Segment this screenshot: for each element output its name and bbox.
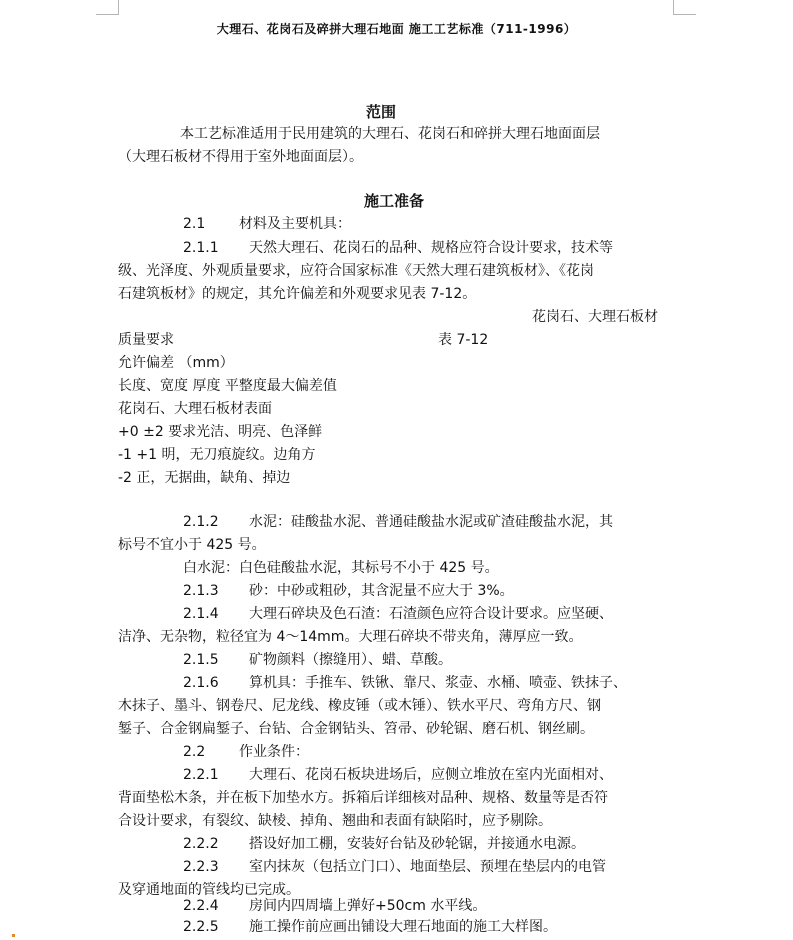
clause-2-2-3 bbox=[183, 858, 606, 876]
clause-2-1-2 bbox=[183, 513, 613, 531]
clause-text: 房间内四周墙上弹好+50cm 水平线。 bbox=[249, 898, 487, 914]
clause-text: 算机具：手推车、铁锹、靠尺、浆壶、水桶、喷壶、铁抹子、 bbox=[249, 675, 627, 691]
clause-text: 矿物颜料（擦缝用）、蜡、草酸。 bbox=[249, 652, 452, 668]
clause-number: 2.2.1 bbox=[183, 767, 219, 783]
clause-number: 2.2.4 bbox=[183, 898, 219, 914]
clause-2-1-1 bbox=[183, 239, 613, 257]
clause-text: 大理石、花岗石板块进场后，应侧立堆放在室内光面相对、 bbox=[249, 767, 613, 783]
clause-text: 天然大理石、花岗石的品种、规格应符合设计要求，技术等 bbox=[249, 240, 613, 256]
clause-text: 室内抹灰（包括立门口）、地面垫层、预埋在垫层内的电管 bbox=[249, 859, 606, 875]
table-caption-right: 花岗石、大理石板材 bbox=[532, 309, 658, 325]
clause-2-1-3 bbox=[183, 582, 514, 600]
table-number: 表 7-12 bbox=[438, 332, 489, 348]
clause-2-2-1 bbox=[183, 766, 613, 784]
section-title-scope: 范围 bbox=[366, 103, 397, 121]
clause-2-1-4-line-2: 洁净、无杂物，粒径宜为 4～14mm。大理石碎块不带夹角，薄厚应一致。 bbox=[118, 629, 583, 645]
clause-text: 材料及主要机具： bbox=[239, 216, 351, 232]
clause-number: 2.1.2 bbox=[183, 514, 219, 530]
clause-2-2-1-line-3: 合设计要求，有裂纹、缺棱、掉角、翘曲和表面有缺陷时，应予剔除。 bbox=[118, 813, 552, 829]
crop-mark-top-left bbox=[96, 0, 119, 15]
scope-line-1: 本工艺标准适用于民用建筑的大理石、花岗石和碎拼大理石地面面层 bbox=[180, 126, 600, 142]
clause-2-1-4 bbox=[183, 605, 613, 623]
clause-text: 作业条件： bbox=[239, 744, 309, 760]
table-allowance-label: 允许偏差 （mm） bbox=[118, 355, 234, 371]
clause-2-2-5 bbox=[183, 918, 557, 936]
clause-text: 大理石碎块及色石渣：石渣颜色应符合设计要求。应坚硬、 bbox=[249, 606, 613, 622]
clause-2-1-6 bbox=[183, 674, 627, 692]
clause-number: 2.1 bbox=[183, 216, 206, 232]
clause-2-2 bbox=[183, 743, 309, 761]
clause-2-2-1-line-2: 背面垫松木条，并在板下加垫水方。拆箱后详细核对品种、规格、数量等是否符 bbox=[118, 790, 608, 806]
clause-2-1 bbox=[183, 215, 351, 233]
clause-number: 2.2.3 bbox=[183, 859, 219, 875]
clause-number: 2.1.3 bbox=[183, 583, 219, 599]
clause-text: 施工操作前应画出铺设大理石地面的施工大样图。 bbox=[249, 919, 557, 935]
clause-2-1-2-line-3: 白水泥：白色硅酸盐水泥，其标号不小于 425 号。 bbox=[183, 560, 499, 576]
clause-text: 水泥：硅酸盐水泥、普通硅酸盐水泥或矿渣硅酸盐水泥，其 bbox=[249, 514, 613, 530]
table-surface-label: 花岗石、大理石板材表面 bbox=[118, 401, 272, 417]
clause-number: 2.2.2 bbox=[183, 836, 219, 852]
clause-text: 砂：中砂或粗砂，其含泥量不应大于 3%。 bbox=[249, 583, 514, 599]
table-quality-label: 质量要求 bbox=[118, 332, 174, 348]
crop-mark-top-right bbox=[673, 0, 696, 15]
clause-2-1-6-line-3: 錾子、合金钢扁錾子、台钻、合金钢钻头、笤帚、砂轮锯、磨石机、钢丝刷。 bbox=[118, 721, 594, 737]
table-columns: 长度、宽度 厚度 平整度最大偏差值 bbox=[118, 378, 337, 394]
clause-2-2-2 bbox=[183, 835, 585, 853]
table-row-2: -1 +1 明，无刀痕旋纹。边角方 bbox=[118, 447, 316, 463]
clause-number: 2.2.5 bbox=[183, 919, 219, 935]
clause-2-2-3-line-2: 及穿通地面的管线均已完成。 bbox=[118, 882, 300, 898]
page-corner-dot bbox=[12, 934, 15, 937]
document-header: 大理石、花岗石及碎拼大理石地面 施工工艺标准（711-1996） bbox=[216, 22, 577, 36]
clause-number: 2.2 bbox=[183, 744, 206, 760]
clause-number: 2.1.4 bbox=[183, 606, 219, 622]
clause-2-2-4 bbox=[183, 897, 486, 915]
clause-2-1-1-line-3: 石建筑板材》的规定，其允许偏差和外观要求见表 7-12。 bbox=[118, 286, 477, 302]
section-title-prep: 施工准备 bbox=[364, 192, 425, 210]
clause-number: 2.1.6 bbox=[183, 675, 219, 691]
clause-number: 2.1.1 bbox=[183, 240, 219, 256]
clause-number: 2.1.5 bbox=[183, 652, 219, 668]
table-row-1: +0 ±2 要求光洁、明亮、色泽鲜 bbox=[118, 424, 323, 440]
clause-text: 搭设好加工棚，安装好台钻及砂轮锯，并接通水电源。 bbox=[249, 836, 585, 852]
clause-2-1-6-line-2: 木抹子、墨斗、钢卷尺、尼龙线、橡皮锤（或木锤）、铁水平尺、弯角方尺、钢 bbox=[118, 698, 601, 714]
clause-2-1-1-line-2: 级、光泽度、外观质量要求，应符合国家标准《天然大理石建筑板材》、《花岗 bbox=[118, 263, 594, 279]
scope-line-2: （大理石板材不得用于室外地面面层）。 bbox=[118, 149, 363, 165]
clause-2-1-5 bbox=[183, 651, 452, 669]
clause-2-1-2-line-2: 标号不宜小于 425 号。 bbox=[118, 537, 266, 553]
table-row-3: -2 正，无据曲，缺角、掉边 bbox=[118, 470, 291, 486]
